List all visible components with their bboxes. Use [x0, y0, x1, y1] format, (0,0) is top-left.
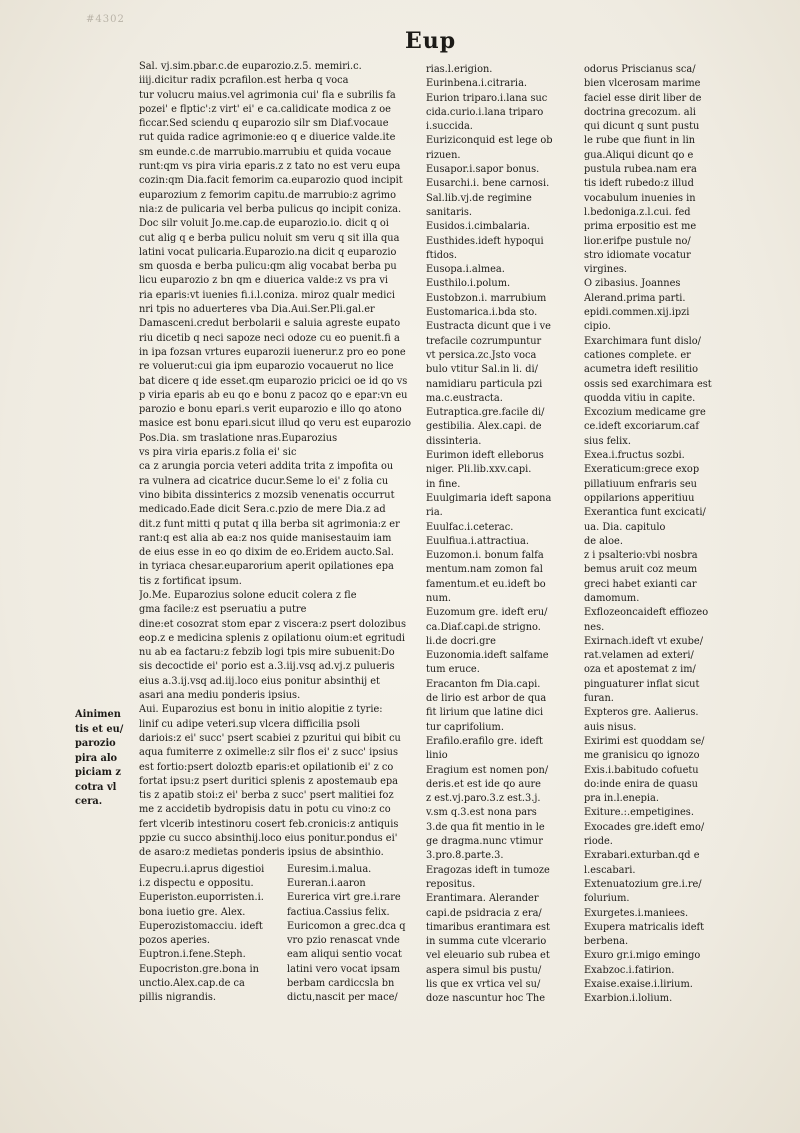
- text-line: furan.: [584, 693, 614, 705]
- text-line: stro idiomate vocatur: [584, 249, 691, 261]
- text-line: epidi.commen.xij.ipzi: [584, 307, 690, 319]
- text-line: Exea.i.fructus sozbi.: [584, 450, 685, 462]
- column-middle: [426, 63, 596, 1007]
- text-line: rias.l.erigion.: [426, 64, 493, 75]
- text-line: Aui. Euparozius est bonu in initio alopitie z tyrie:: [139, 704, 383, 716]
- text-line: riu dicetib q neci sapoze neci odoze cu eo puenit.fi a: [139, 332, 400, 344]
- text-line: Eupocriston.gre.bona in: [139, 963, 259, 975]
- text-line: Alerand.prima parti.: [584, 292, 686, 304]
- text-line: Exerantica funt excicati/: [584, 507, 706, 519]
- text-line: Exis.i.babitudo cofuetu: [584, 764, 699, 776]
- text-line: Eustomarica.i.bda sto.: [426, 307, 538, 319]
- text-line: aqua fumiterre z oximelle:z silr flos ei' z succ' ipsius: [139, 747, 399, 759]
- text-line: i.succida.: [426, 121, 473, 133]
- text-line: Exarbion.i.lolium.: [584, 993, 673, 1005]
- text-line: ria.: [426, 507, 443, 519]
- text-line: rizuen.: [426, 149, 461, 161]
- text-line: Eusthides.ideft hypoqui: [426, 235, 544, 247]
- text-line: bemus aruit coz meum: [584, 564, 698, 576]
- sub-entry-column: [287, 863, 427, 1006]
- text-line: odorus Priscianus sca/: [584, 64, 696, 75]
- text-line: ma.c.eustracta.: [426, 392, 503, 404]
- text-line: nia:z de pulicaria vel berba pulicus qo incipit coniza.: [139, 203, 402, 215]
- text-line: Erafilo.erafilo gre. ideft: [426, 735, 543, 747]
- text-line: Exeraticum:grece exop: [584, 464, 700, 476]
- text-line: rant:q est alia ab ea:z nos quide manisestauim iam: [139, 532, 392, 544]
- text-line: dictu,nascit per mace/: [287, 992, 398, 1004]
- text-line: tur caprifolium.: [426, 721, 504, 733]
- text-line: medicado.Eade dicit Sera.c.pzio de mere Dia.z ad: [139, 504, 386, 516]
- text-line: pillatiuum enfraris seu: [584, 478, 697, 490]
- text-line: Eragozas ideft in tumoze: [426, 864, 550, 876]
- text-line: virgines.: [584, 264, 628, 276]
- text-line: vino bibita dissinterics z mozsib venenatis occurrut: [139, 489, 395, 501]
- text-line: runt:qm vs pira viria eparis.z z tato no est veru eupa: [139, 161, 401, 173]
- text-line: vocabulum inuenies in: [584, 192, 696, 204]
- text-line: bien vlcerosam marime: [584, 78, 701, 90]
- margin-note-line: cera.: [75, 796, 103, 807]
- text-line: gua.Aliqui dicunt qo e: [584, 149, 694, 161]
- text-line: dariois:z ei' succ' psert scabiei z pzuritui qui bibit cu: [139, 732, 401, 744]
- text-line: Eusthilo.i.polum.: [426, 278, 511, 290]
- text-line: ce.ideft excoriarum.caf: [584, 421, 699, 433]
- text-line: Eurinbena.i.citraria.: [426, 78, 528, 90]
- text-line: z est.vj.paro.3.z est.3.j.: [426, 793, 541, 805]
- text-line: sm eunde.c.de marrubio.marrubiu et quida vocaue: [139, 146, 392, 158]
- text-line: sius felix.: [584, 435, 631, 447]
- text-line: Eurerica virt gre.i.rare: [287, 892, 401, 904]
- text-line: Exocades gre.ideft emo/: [584, 821, 705, 833]
- text-line: aspera simul bis pustu/: [426, 964, 542, 976]
- text-line: cut alig q e berba pulicu noluit sm veru q sit illa qua: [139, 232, 400, 244]
- text-line: ria eparis:vt iuenies fi.i.l.coniza. miroz qualr medici: [139, 289, 395, 301]
- text-line: vt persica.zc.Jsto voca: [426, 349, 537, 361]
- text-line: masice est bonu epari.sicut illud qo veru est euparozio: [139, 418, 412, 430]
- text-line: 3.pro.8.parte.3.: [426, 850, 504, 862]
- text-line: Euzomum gre. ideft eru/: [426, 607, 548, 619]
- text-line: Exirnach.ideft vt exube/: [584, 635, 704, 647]
- text-line: do:inde enira de quasu: [584, 778, 698, 790]
- text-line: riode.: [584, 836, 613, 848]
- text-line: de lirio est arbor de qua: [426, 693, 547, 705]
- text-line: berbam cardiccsla bn: [287, 978, 395, 989]
- text-line: de eius esse in eo qo dixim de eo.Eridem aucto.Sal.: [139, 547, 394, 559]
- margin-note: [75, 708, 139, 810]
- column-right: [584, 63, 742, 1007]
- text-line: capi.de psidracia z era/: [426, 907, 542, 919]
- text-line: latini vocat pulicaria.Euparozio.na dicit q euparozio: [139, 246, 397, 258]
- margin-note-line: tis et eu/: [75, 723, 124, 735]
- text-line: bulo vtitur Sal.in li. di/: [426, 364, 538, 376]
- text-line: v.sm q.3.est nona pars: [426, 807, 537, 819]
- text-line: i.z dispectu e oppositu.: [139, 877, 254, 889]
- text-line: eam aliqui sentio vocat: [287, 949, 402, 961]
- text-line: cozin:qm Dia.facit femorim ca.euparozio quod incipit: [139, 175, 403, 187]
- text-line: bat dicere q ide esset.qm euparozio pricici oe id qo vs: [139, 375, 408, 387]
- text-line: rat.velamen ad exteri/: [584, 650, 694, 662]
- text-line: Eupecru.i.aprus digestioi: [139, 863, 265, 875]
- text-line: Euricomon a grec.dca q: [287, 920, 406, 932]
- text-line: tis z fortificat ipsum.: [139, 575, 242, 587]
- text-line: trefacile cozrumpuntur: [426, 335, 542, 347]
- text-line: licu euparozio z bn qm e diuerica valde:z vs pra vi: [139, 275, 389, 287]
- sub-entries: [139, 863, 434, 1006]
- text-line: Sal.lib.vj.de regimine: [426, 192, 532, 204]
- text-line: repositus.: [426, 878, 476, 890]
- text-line: timaribus erantimara est: [426, 921, 550, 933]
- text-line: Exuro gr.i.migo emingo: [584, 950, 701, 962]
- text-line: fortat ipsu:z psert duritici splenis z apostemaub epa: [139, 775, 398, 787]
- text-line: pozei' e flptic':z virt' ei' e ca.calidicate modica z oe: [139, 103, 391, 115]
- text-line: Eusopa.i.almea.: [426, 264, 505, 276]
- text-line: Euzonomia.ideft salfame: [426, 650, 549, 662]
- text-line: l.escabari.: [584, 864, 636, 876]
- text-line: Eusarchi.i. bene carnosi.: [426, 178, 550, 190]
- text-line: Erantimara. Alerander: [426, 893, 539, 905]
- text-line: ppzie cu succo absinthij.loco eius ponitur.pondus ei': [139, 833, 398, 845]
- text-line: me granisicu qo ignozo: [584, 750, 700, 762]
- text-line: vs pira viria eparis.z folia ei' sic: [139, 447, 297, 459]
- text-line: le rube que fiunt in lin: [584, 135, 696, 147]
- text-line: gestibilia. Alex.capi. de: [426, 421, 542, 433]
- text-line: z i psalterio:vbi nosbra: [584, 550, 698, 562]
- text-line: Extenuatozium gre.i.re/: [584, 878, 702, 890]
- text-line: pozos aperies.: [139, 935, 211, 947]
- margin-note-line: Ainimen: [75, 709, 121, 720]
- text-line: acumetra ideft resilitio: [584, 364, 699, 376]
- text-line: pillis nigrandis.: [139, 992, 217, 1004]
- text-line: l.bedoniga.z.l.cui. fed: [584, 206, 691, 218]
- text-line: Eurimon ideft elleborus: [426, 450, 544, 462]
- text-line: ge dragma.nunc vtimur: [426, 836, 543, 848]
- text-line: ca z arungia porcia veteri addita trita z impofita ou: [139, 461, 394, 473]
- corner-mark: #4302: [86, 14, 125, 25]
- text-line: Doc silr voluit Jo.me.cap.de euparozio.io. dicit q oi: [139, 218, 389, 230]
- text-line: Exaise.exaise.i.lirium.: [584, 979, 693, 990]
- text-line: Euperiston.euporristen.i.: [139, 892, 264, 904]
- text-line: pustula rubea.nam era: [584, 164, 697, 176]
- text-line: vro pzio renascat vnde: [287, 935, 400, 947]
- text-line: rut quida radice agrimonie:eo q e diuerice valde.ite: [139, 132, 396, 144]
- text-line: Euptron.i.fene.Steph.: [139, 949, 246, 961]
- text-line: asari ana mediu ponderis ipsius.: [139, 690, 301, 702]
- text-line: Exrabari.exturban.qd e: [584, 850, 700, 862]
- text-line: quodda vitiu in capite.: [584, 392, 696, 404]
- text-line: latini vero vocat ipsam: [287, 963, 401, 975]
- text-line: prima erpositio est me: [584, 221, 697, 233]
- text-line: Expteros gre. Aalierus.: [584, 707, 699, 719]
- text-line: me z accidetib bydropisis datu in potu cu vino:z co: [139, 804, 391, 816]
- text-line: Exirimi est quoddam se/: [584, 735, 705, 747]
- text-line: euparozium z femorim capitu.de marrubio:z agrimo: [139, 189, 396, 201]
- text-line: Exiture.:.empetigines.: [584, 807, 694, 819]
- text-line: Jo.Me. Euparozius solone educit colera z fle: [139, 589, 357, 601]
- running-head: Eup: [405, 28, 457, 54]
- text-line: mentum.nam zomon fal: [426, 564, 543, 576]
- text-line: berbena.: [584, 936, 629, 948]
- text-line: Exupera matricalis ideft: [584, 921, 705, 933]
- text-line: vel eleuario sub rubea et: [426, 950, 550, 962]
- text-line: gma facile:z est pseruatiu a putre: [139, 604, 307, 616]
- margin-note-line: piciam z: [75, 767, 121, 778]
- text-line: parozio e bonu epari.s verit euparozio e illo qo atono: [139, 404, 402, 416]
- text-line: 3.de qua fit mentio in le: [426, 821, 545, 833]
- text-line: sanitaris.: [426, 206, 473, 218]
- text-line: ficcar.Sed sciendu q euparozio silr sm Diaf.vocaue: [139, 118, 389, 130]
- text-line: niger. Pli.lib.xxv.capi.: [426, 464, 532, 476]
- text-line: nu ab ea factaru:z febzib logi tpis mire subuenit:Do: [139, 647, 395, 659]
- text-line: tis z apatib stoi:z ei' berba z succ' psert malitiei foz: [139, 790, 394, 802]
- text-line: eop.z e medicina splenis z opilationu oium:et egritudi: [139, 632, 406, 644]
- text-line: Exarchimara funt dislo/: [584, 335, 701, 347]
- text-line: faciel esse dirit liber de: [584, 92, 702, 104]
- text-line: in summa cute vlcerario: [426, 936, 547, 948]
- text-line: nes.: [584, 621, 605, 633]
- text-line: de asaro:z medietas ponderis ipsius de absinthio.: [139, 847, 384, 859]
- text-line: linif cu adipe veteri.sup vlcera difficilia psoli: [139, 718, 360, 730]
- text-line: ftidos.: [426, 249, 458, 261]
- text-line: tum eruce.: [426, 664, 480, 676]
- margin-note-line: cotra vl: [75, 781, 117, 793]
- text-line: Exurgetes.i.maniees.: [584, 907, 689, 919]
- text-line: Eracanton fm Dia.capi.: [426, 678, 541, 690]
- text-line: dissinteria.: [426, 435, 482, 447]
- text-line: in tyriaca chesar.euparorium aperit opilationes epa: [139, 561, 394, 573]
- text-line: O zibasius. Joannes: [584, 278, 681, 290]
- text-line: Eusapor.i.sapor bonus.: [426, 164, 540, 176]
- text-line: cipio.: [584, 321, 611, 333]
- text-line: Exflozeoncaideft effiozeo: [584, 607, 709, 619]
- text-line: oza et apostemat z im/: [584, 664, 696, 676]
- sub-entry-column: [139, 863, 279, 1006]
- text-line: eius a.3.ij.vsq ad.iij.loco eius ponitur absinthij et: [139, 675, 380, 687]
- text-line: re voluerut:cui gia ipm euparozio vocauerut no lice: [139, 361, 394, 373]
- text-line: pinguaturer inflat sicut: [584, 678, 700, 690]
- text-line: tur volucru maius.vel agrimonia cui' fla e subrilis fa: [139, 89, 396, 101]
- text-line: nri tpis no aduerteres vba Dia.Aui.Ser.Pli.gal.er: [139, 304, 375, 316]
- text-line: ossis sed exarchimara est: [584, 378, 712, 390]
- text-line: iiij.dicitur radix pcrafilon.est herba q voca: [139, 75, 349, 87]
- text-line: sis decoctide ei' porio est a.3.iij.vsq ad.vj.z pulueris: [139, 661, 395, 673]
- text-line: Eusidos.i.cimbalaria.: [426, 221, 530, 233]
- margin-note-line: parozio: [75, 738, 116, 749]
- text-line: namidiaru particula pzi: [426, 378, 543, 390]
- text-line: folurium.: [584, 893, 630, 905]
- text-line: Euulfac.i.ceterac.: [426, 521, 514, 533]
- text-line: Euulfiua.i.attractiua.: [426, 535, 530, 547]
- text-line: ra vulnera ad cicatrice ducur.Seme lo ei' z folia cu: [139, 475, 389, 487]
- text-line: Euriziconquid est lege ob: [426, 135, 553, 147]
- text-line: bona iuetio gre. Alex.: [139, 906, 246, 918]
- text-line: dit.z funt mitti q putat q illa berba sit agrimonia:z er: [139, 518, 400, 530]
- text-line: Eutraptica.gre.facile di/: [426, 407, 545, 419]
- margin-note-line: pira alo: [75, 752, 118, 764]
- text-line: num.: [426, 592, 452, 604]
- text-line: Sal. vj.sim.pbar.c.de euparozio.z.5. memiri.c.: [139, 61, 362, 72]
- text-line: Eustracta dicunt que i ve: [426, 321, 551, 333]
- text-line: est fortio:psert doloztb eparis:et opilationib ei' z co: [139, 761, 394, 773]
- text-line: Eragium est nomen pon/: [426, 764, 549, 776]
- text-line: Exabzoc.i.fatirion.: [584, 964, 675, 976]
- text-line: Eustobzon.i. marrubium: [426, 292, 547, 304]
- text-line: tis ideft rubedo:z illud: [584, 178, 694, 190]
- text-line: doze nascuntur hoc The: [426, 993, 546, 1005]
- text-line: ua. Dia. capitulo: [584, 521, 666, 533]
- text-line: auis nisus.: [584, 721, 637, 733]
- text-line: Euulgimaria ideft sapona: [426, 492, 552, 504]
- text-line: qui dicunt q sunt pustu: [584, 121, 700, 133]
- text-line: Euzomon.i. bonum falfa: [426, 550, 544, 562]
- text-line: Eurion triparo.i.lana suc: [426, 92, 548, 104]
- text-line: Excozium medicame gre: [584, 407, 706, 419]
- text-line: deris.et est ide qo aure: [426, 778, 541, 790]
- text-line: de aloe.: [584, 535, 623, 547]
- text-line: greci habet exianti car: [584, 578, 697, 590]
- text-line: p viria eparis ab eu qo e bonu z pacoz qo e epar:vn eu: [139, 389, 408, 401]
- text-line: fit lirium que latine dici: [426, 707, 544, 719]
- text-line: Euperozistomacciu. ideft: [139, 920, 263, 932]
- text-line: lis que ex vrtica vel su/: [426, 979, 541, 990]
- text-line: li.de docri.gre: [426, 635, 496, 647]
- text-line: in fine.: [426, 478, 461, 490]
- text-line: doctrina grecozum. ali: [584, 106, 696, 118]
- column-left: [139, 60, 434, 1006]
- text-line: cida.curio.i.lana triparo: [426, 106, 544, 118]
- text-line: in ipa fozsan vrtures euparozii iuenerur.z pro eo pone: [139, 346, 406, 358]
- text-line: pra in.l.enepia.: [584, 793, 659, 805]
- text-line: oppilarions apperitiuu: [584, 492, 695, 504]
- text-line: linio: [426, 750, 448, 762]
- text-line: Damasceni.credut berbolarii e saluia agreste eupato: [139, 318, 401, 330]
- text-line: Euresim.i.malua.: [287, 863, 372, 875]
- text-line: ca.Diaf.capi.de strigno.: [426, 621, 541, 633]
- text-line: sm quosda e berba pulicu:qm alig vocabat berba pu: [139, 261, 397, 273]
- text-line: famentum.et eu.ideft bo: [426, 578, 546, 590]
- text-line: factiua.Cassius felix.: [287, 906, 390, 918]
- text-line: Eureran.i.aaron: [287, 877, 366, 889]
- text-line: fert vlcerib intestinoru cosert feb.cronicis:z antiquis: [139, 818, 399, 830]
- text-line: unctio.Alex.cap.de ca: [139, 978, 245, 989]
- text-line: Pos.Dia. sm traslatione nras.Euparozius: [139, 432, 338, 444]
- text-line: dine:et cosozrat stom epar z viscera:z psert dolozibus: [139, 618, 406, 630]
- text-line: lior.erifpe pustule no/: [584, 235, 691, 247]
- text-line: cationes complete. er: [584, 349, 691, 361]
- text-line: damomum.: [584, 592, 640, 604]
